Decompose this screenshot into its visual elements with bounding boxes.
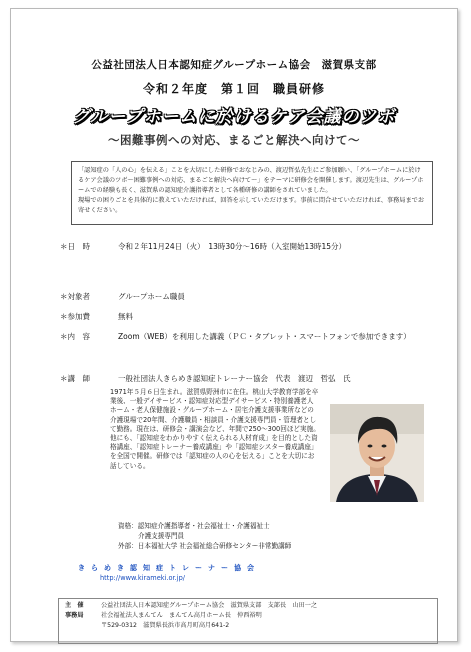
content-row (60, 330, 122, 343)
content-value: Zoom（WEB）を利用した講義（ＰＣ・タブレット・スマートフォンで参加できます） (118, 332, 411, 341)
bio-text: 1971年５月６日生まれ。滋賀県野洲市に在住。桃山大学教育学部を卒業後、一般デイサービス・認知症対応型デイサービス・特別養護老人ホーム・老人保健施設・グループホーム・居宅介護支援事業所などの介護現場で20年間、介護職員・相談員・介護支援専門員・管理者として勤務。現在は、研修会・講演会など、年間で250～300回ほど実施。他にも、「認知症をわかりやすく伝えられる人材育成」を目的とした資格講座、「認知症トレーナー養成講座」や「認知症シスター養成講座」を全国で開催。研修では「認知症の人の心を伝える」ことを大切にお話している。 (110, 388, 320, 470)
footer-box (58, 598, 438, 644)
training-subtitle: 令和２年度 第１回 職員研修 (142, 82, 325, 96)
qualifications (118, 521, 338, 551)
date-label: ＊日 時 (60, 242, 90, 251)
fee-value: 無料 (118, 312, 133, 321)
host-value: 公益社団法人日本認知症グループホーム協会 滋賀県支部 支部長 山田一之 (101, 602, 318, 609)
qualification-line: 介護支援専門員 (138, 532, 185, 540)
lecturer-value: 一般社団法人きらめき認知症トレーナー協会 代表 渡辺 哲弘 氏 (118, 374, 351, 383)
target-row (60, 290, 122, 303)
intro-paragraph: 現場での困りごとを具体的に教えていただければ、回答を示していただけます。事前に問合せていただければ、事務局までお寄せください。 (78, 197, 425, 214)
intro-box (71, 161, 433, 225)
target-label: ＊対象者 (60, 292, 90, 301)
host-line (65, 601, 431, 611)
association-url[interactable]: http://www.kirameki.or.jp/ (100, 574, 185, 582)
lecturer-bio (110, 388, 320, 471)
trainer-association: きらめき認知症トレーナー協会 (78, 564, 260, 572)
intro-paragraph: 「認知症の「人の心」を伝える」ことを大切にした研修でおなじみの、渡辺哲弘先生にご参加願い、「グループホームに於けるケア会議のツボ～困難事例への対応、まるごと解決へ向けて～」をテーマに研修会を開催します。渡辺先生は、グループホームでの経験も長く、滋賀県の認知症介護指導者として各種研修の講師をされていました。 (78, 167, 424, 194)
address-line: 〒529-0312 滋賀県長浜市高月町高月641-2 (101, 622, 230, 629)
lecturer-row (60, 372, 122, 385)
host-label: 主 催 (65, 602, 84, 609)
qualification-line: 資格：認知症介護指導者・社会福祉士・介護福祉士 (118, 522, 270, 530)
lecturer-label: ＊講 師 (60, 374, 90, 383)
qualification-line: 外部：日本福祉大学 社会福祉総合研修センター非常勤講師 (118, 542, 292, 550)
office-label: 事務局 (65, 612, 84, 619)
main-title: グループホームに於けるケア会議のツボ (72, 107, 396, 127)
tagline: ～困難事例への対応、まるごと解決へ向けて～ (108, 133, 360, 147)
fee-label: ＊参加費 (60, 312, 90, 321)
office-value: 社会福祉法人まんてん まんてん高月ホーム長 仲西裕明 (101, 612, 262, 619)
date-value: 令和２年11月24日（火） 13時30分～16時（入室開始13時15分） (118, 242, 347, 251)
office-line (65, 611, 431, 621)
lecturer-photo (330, 404, 424, 502)
content-label: ＊内 容 (60, 332, 90, 341)
fee-row (60, 310, 122, 323)
date-row (60, 240, 122, 253)
organization-name: 公益社団法人日本認知症グループホーム協会 滋賀県支部 (91, 59, 377, 71)
target-value: グループホーム職員 (118, 292, 185, 301)
